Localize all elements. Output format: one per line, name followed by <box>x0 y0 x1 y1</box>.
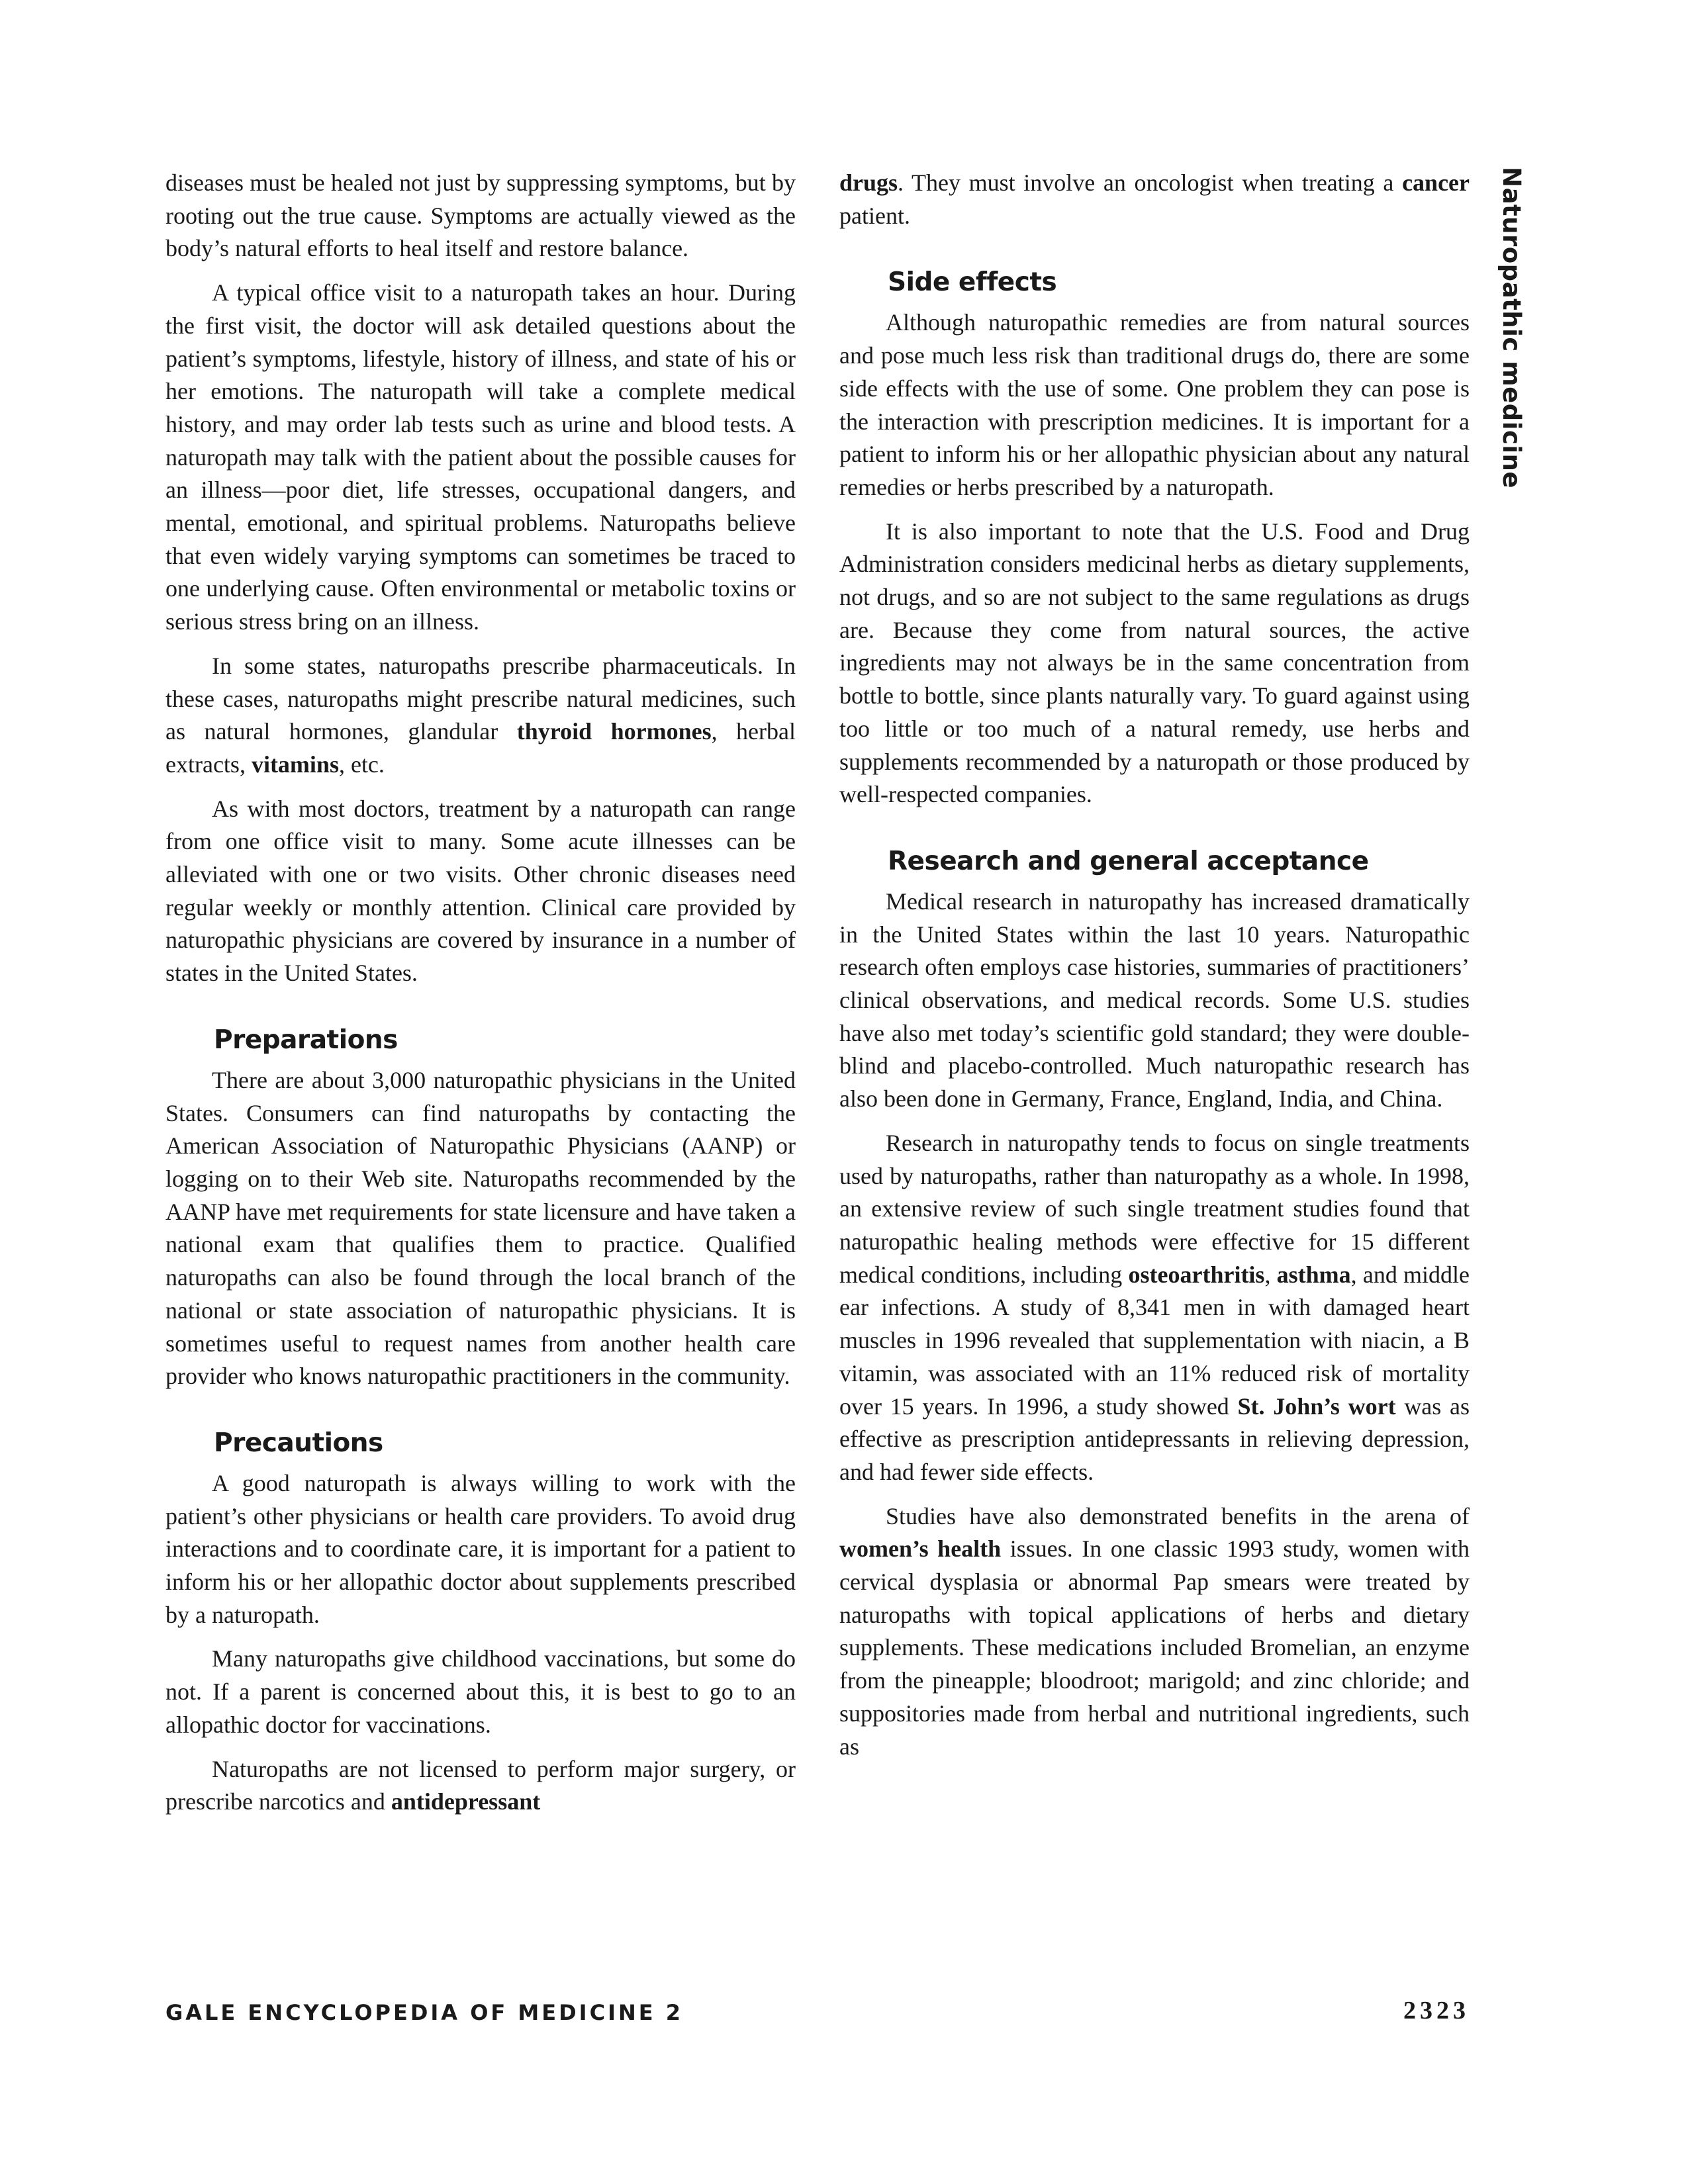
text-run: , herbal extracts, <box>165 718 796 778</box>
text-run: Studies have also demonstrated benefits in the arena of <box>886 1502 1470 1529</box>
text-run: was as effective as prescription antidepressants in relieving depression, and had fewer side effects. <box>839 1392 1470 1485</box>
paragraph <box>165 1753 796 1819</box>
text-run: . They must involve an oncologist when treating a <box>898 169 1403 196</box>
bold-term: antidepressant <box>391 1788 541 1815</box>
text-run: patient. <box>839 202 910 229</box>
footer-publication-title: GALE ENCYCLOPEDIA OF MEDICINE 2 <box>165 2000 684 2025</box>
paragraph: diseases must be healed not just by suppressing symptoms, but by rooting out the true cause. Symptoms are actually viewed as the body’s natural efforts to heal itself and restore balance. <box>165 169 796 262</box>
page-number: 2323 <box>1403 1997 1470 2025</box>
left-column <box>165 167 796 1830</box>
text-run: , and middle ear infections. A study of 8,341 men in with damaged heart muscles in 1996 revealed that supplementation with niacin, a B vitamin, was associated with an 11% reduced risk of mortality over 15 years. In 1996, a study showed <box>839 1261 1470 1420</box>
text-run: In some states, naturopaths prescribe pharmaceuticals. In these cases, naturopaths might prescribe natural medicines, such as natural hormones, glandular <box>165 652 796 745</box>
bold-term: St. John’s wort <box>1237 1392 1396 1420</box>
paragraph: Medical research in naturopathy has increased dramatically in the United States within the last 10 years. Naturopathic research often employs case histories, summaries of practitioners’ clinical observations, and medical records. Some U.S. studies have also met today’s scientific gold standard; they were double-blind and placebo-controlled. Much naturopathic research has also been done in Germany, France, England, India, and China. <box>839 887 1470 1113</box>
bold-term: thyroid hormones <box>516 718 712 745</box>
right-column <box>839 167 1470 1774</box>
text-run: , <box>1264 1261 1277 1288</box>
section-heading-preparations: Preparations <box>214 1024 398 1055</box>
paragraph: A good naturopath is always willing to work with the patient’s other physicians or health care providers. To avoid drug interactions and to coordinate care, it is important for a patient to inform his or her allopathic doctor about supplements prescribed by a naturopath. <box>165 1469 796 1628</box>
bold-term: women’s health <box>839 1535 1002 1563</box>
bold-term: cancer <box>1402 169 1470 196</box>
section-heading-precautions: Precautions <box>214 1428 383 1458</box>
paragraph: There are about 3,000 naturopathic physicians in the United States. Consumers can find naturopaths by contacting the American Association of Naturopathic Physicians (AANP) or logging on to their Web site. Naturopaths recommended by the AANP have met requirements for state licensure and have taken a national exam that qualifies them to practice. Qualified naturopaths can also be found through the local branch of the national or state association of naturopathic physicians. It is sometimes useful to request names from another health care provider who knows naturopathic practitioners in the community. <box>165 1066 796 1390</box>
text-run: issues. In one classic 1993 study, women with cervical dysplasia or abnormal Pap smears were treated by naturopaths with topical applications of herbs and dietary supplements. These medications included Bromelian, an enzyme from the pineapple; bloodroot; marigold; and zinc chloride; and suppositories made from herbal and nutritional ingredients, such as <box>839 1535 1470 1760</box>
bold-term: asthma <box>1276 1261 1351 1288</box>
bold-term: drugs <box>839 169 898 196</box>
text-run: , etc. <box>338 751 385 778</box>
paragraph: A typical office visit to a naturopath takes an hour. During the first visit, the doctor will ask detailed questions about the patient’s symptoms, lifestyle, history of illness, and state of his or her emotions. The naturopath will take a complete medical history, and may order lab tests such as urine and blood tests. A naturopath may talk with the patient about the possible causes for an illness—poor diet, life stresses, occupational dangers, and mental, emotional, and spiritual problems. Naturopaths believe that even widely varying symptoms can sometimes be traced to one underlying cause. Often environmental or metabolic toxins or serious stress bring on an illness. <box>165 279 796 635</box>
paragraph <box>839 1500 1470 1764</box>
section-heading-research: Research and general acceptance <box>888 846 1369 876</box>
text-run: Naturopaths are not licensed to perform major surgery, or prescribe narcotics and <box>165 1755 796 1815</box>
paragraph <box>839 1127 1470 1489</box>
paragraph: Although naturopathic remedies are from natural sources and pose much less risk than traditional drugs do, there are some side effects with the use of some. One problem they can pose is the interaction with prescription medicines. It is important for a patient to inform his or her allopathic physician about any natural remedies or herbs prescribed by a naturopath. <box>839 309 1470 500</box>
text-run: Research in naturopathy tends to focus on single treatments used by naturopaths, rather than naturopathy as a whole. In 1998, an extensive review of such single treatment studies found that naturopathic healing methods were effective for 15 different medical conditions, including <box>839 1129 1470 1288</box>
paragraph <box>839 167 1470 232</box>
bold-term: vitamins <box>251 751 339 778</box>
paragraph: It is also important to note that the U.S. Food and Drug Administration considers medicinal herbs as dietary supplements, not drugs, and so are not subject to the same regulations as drugs are. Because they come from natural sources, the active ingredients may not always be in the same concentration from bottle to bottle, since plants naturally vary. To guard against using too little or too much of a natural remedy, use herbs and supplements recommended by a naturopath or those produced by well-respected companies. <box>839 518 1470 808</box>
paragraph: As with most doctors, treatment by a naturopath can range from one office visit to many. Some acute illnesses can be alleviated with one or two visits. Other chronic diseases need regular weekly or monthly attention. Clinical care provided by naturopathic physicians are covered by insurance in a number of states in the United States. <box>165 795 796 987</box>
paragraph <box>165 650 796 782</box>
section-heading-side-effects: Side effects <box>888 267 1057 298</box>
paragraph: Many naturopaths give childhood vaccinations, but some do not. If a parent is concerned about this, it is best to go to an allopathic doctor for vaccinations. <box>165 1645 796 1738</box>
running-head-title: Naturopathic medicine <box>1497 167 1526 488</box>
bold-term: osteoarthritis <box>1128 1261 1265 1288</box>
